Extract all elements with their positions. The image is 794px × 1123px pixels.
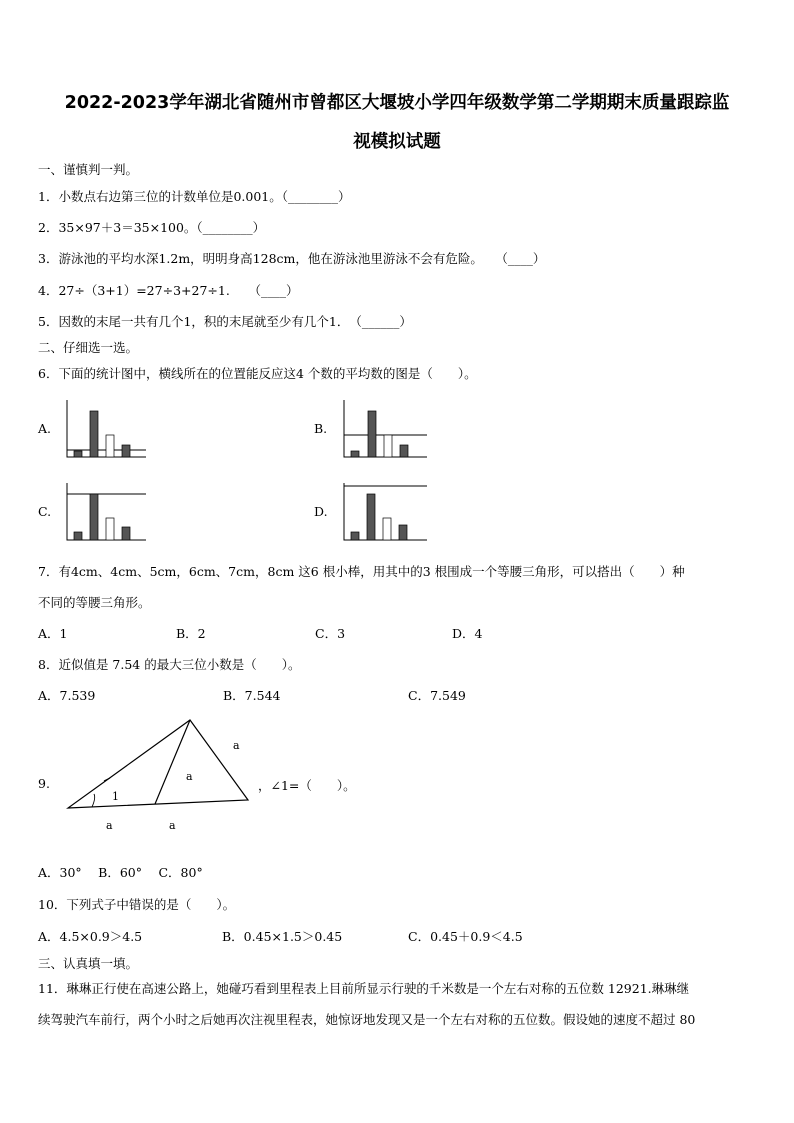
q9-angle-label: 1	[112, 790, 119, 803]
q9-label-bottom-left-a: a	[106, 819, 113, 832]
q6-chart-d	[341, 481, 429, 543]
document-title-line1: 2022-2023学年湖北省随州市曾都区大堰坡小学四年级数学第二学期期末质量跟踪监	[64, 93, 730, 113]
question-6: 6．下面的统计图中，横线所在的位置能反应这4 个数的平均数的图是（ ）。	[38, 366, 477, 381]
q9-label-right-a: a	[233, 739, 240, 752]
q8-option-c: C．7.549	[408, 688, 466, 703]
q9-triangle-figure	[60, 712, 260, 836]
q6-chart-a	[64, 398, 148, 460]
question-4: 4．27÷（3+1）=27÷3+27÷1. （____）	[38, 283, 299, 298]
q8-option-b: B．7.544	[223, 688, 281, 703]
question-8: 8．近似值是 7.54 的最大三位小数是（ ）。	[38, 657, 301, 672]
q6-chart-c	[64, 481, 148, 543]
q7-option-d: D．4	[452, 626, 483, 641]
q6-option-a-label: A.	[38, 421, 52, 436]
q7-option-c: C．3	[315, 626, 346, 641]
question-1: 1．小数点右边第三位的计数单位是0.001。（________）	[38, 189, 351, 204]
question-9-text: ，∠1=（ ）。	[258, 778, 356, 793]
q7-option-a: A．1	[38, 626, 68, 641]
question-11-line1: 11．琳琳正行使在高速公路上，她碰巧看到里程表上目前所显示行驶的千米数是一个左右对称的五位数 12921.琳琳继	[38, 981, 690, 996]
q8-option-a: A．7.539	[38, 688, 96, 703]
q9-label-bottom-right-a: a	[169, 819, 176, 832]
q6-option-d-label: D.	[314, 504, 328, 519]
q9-options: A．30° B．60° C．80°	[38, 865, 203, 880]
question-7-line2: 不同的等腰三角形。	[38, 595, 151, 610]
question-7-line1: 7．有4cm、4cm、5cm，6cm、7cm，8cm 这6 根小棒，用其中的3 根围成一个等腰三角形，可以搭出（ ）种	[38, 564, 685, 579]
question-3: 3．游泳池的平均水深1.2m，明明身高128cm，他在游泳池里游泳不会有危险。 （____）	[38, 251, 546, 266]
q10-option-c: C．0.45＋0.9＜4.5	[408, 929, 523, 944]
section-heading-3: 三、认真填一填。	[38, 956, 139, 971]
question-5: 5．因数的末尾一共有几个1，积的末尾就至少有几个1． （______）	[38, 314, 412, 329]
q6-chart-b	[341, 398, 429, 460]
question-2: 2．35×97＋3＝35×100。（________）	[38, 220, 266, 235]
q7-option-b: B．2	[176, 626, 206, 641]
q9-label-inner-a: a	[186, 770, 193, 783]
section-heading-1: 一、谨慎判一判。	[38, 162, 139, 177]
question-11-line2: 续驾驶汽车前行，两个小时之后她再次注视里程表，她惊讶地发现又是一个左右对称的五位数。假设她的速度不超过 80	[38, 1012, 696, 1027]
section-heading-2: 二、仔细选一选。	[38, 340, 139, 355]
q10-option-b: B．0.45×1.5＞0.45	[222, 929, 343, 944]
document-title-line2: 视模拟试题	[353, 132, 441, 152]
q10-option-a: A．4.5×0.9＞4.5	[38, 929, 143, 944]
q6-option-c-label: C.	[38, 504, 52, 519]
question-10: 10．下列式子中错误的是（ ）。	[38, 897, 236, 912]
q6-option-b-label: B.	[314, 421, 328, 436]
question-9-number: 9.	[38, 776, 50, 791]
